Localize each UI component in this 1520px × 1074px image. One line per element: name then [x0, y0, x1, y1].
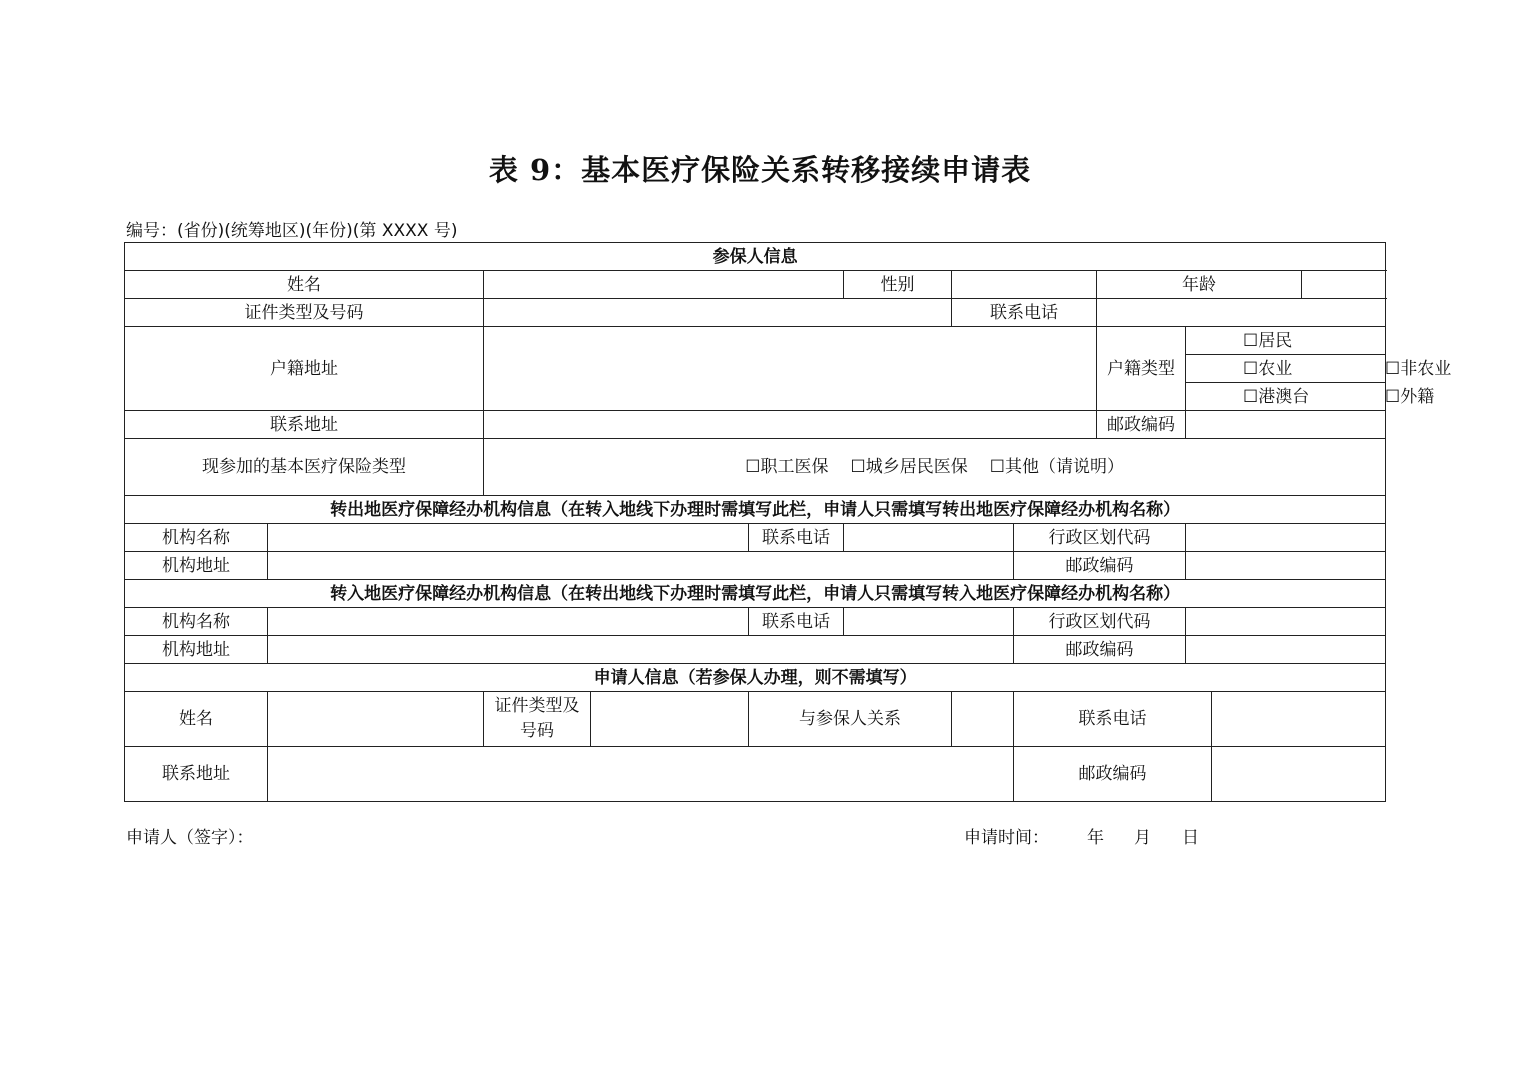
applicant-phone-label: 联系电话 [1014, 692, 1212, 747]
insurance-option-other[interactable]: ☐其他（请说明） [989, 457, 1124, 477]
signature-line: 申请人（签字）： [126, 828, 254, 848]
contact-address-label: 联系地址 [125, 411, 484, 439]
transfer-out-region-code-label: 行政区划代码 [1014, 524, 1186, 552]
transfer-out-postal-code-field[interactable] [1186, 552, 1386, 580]
transfer-in-org-address-field[interactable] [268, 636, 1014, 664]
application-form-table [124, 242, 1452, 802]
transfer-in-phone-field[interactable] [844, 608, 1014, 636]
applicant-phone-field[interactable] [1212, 692, 1386, 747]
transfer-in-section-header: 转入地医疗保障经办机构信息（在转出地线下办理时需填写此栏，申请人只需填写转入地医疗保障经办机构名称） [125, 580, 1386, 608]
applicant-relation-field[interactable] [952, 692, 1014, 747]
insured-phone-field[interactable] [1097, 299, 1386, 327]
transfer-in-phone-label: 联系电话 [749, 608, 844, 636]
transfer-out-org-name-label: 机构名称 [125, 524, 268, 552]
applicant-name-label: 姓名 [125, 692, 268, 747]
transfer-out-phone-label: 联系电话 [749, 524, 844, 552]
transfer-out-postal-code-label: 邮政编码 [1014, 552, 1186, 580]
contact-address-field[interactable] [484, 411, 1097, 439]
insured-section-header: 参保人信息 [125, 243, 1386, 271]
hukou-address-field[interactable] [484, 327, 1097, 411]
hukou-option-non-agricultural[interactable]: ☐非农业 [1385, 358, 1452, 379]
transfer-out-org-address-label: 机构地址 [125, 552, 268, 580]
insured-age-label: 年龄 [1097, 271, 1302, 299]
transfer-in-org-name-label: 机构名称 [125, 608, 268, 636]
insured-gender-label: 性别 [844, 271, 952, 299]
applicant-relation-label: 与参保人关系 [749, 692, 952, 747]
transfer-out-org-address-field[interactable] [268, 552, 1014, 580]
serial-number: 编号：(省份)(统筹地区)(年份)(第 XXXX 号) [126, 221, 458, 241]
transfer-in-region-code-field[interactable] [1186, 608, 1386, 636]
applicant-section-header: 申请人信息（若参保人办理，则不需填写） [125, 664, 1386, 692]
hukou-option-hk-macao-taiwan[interactable]: ☐港澳台 [1243, 386, 1310, 407]
date-year-label: 年 [1087, 828, 1104, 848]
insurance-option-urban-rural[interactable]: ☐城乡居民医保 [850, 457, 968, 477]
date-day-label: 日 [1182, 828, 1199, 848]
applicant-address-label: 联系地址 [125, 747, 268, 802]
insured-name-field[interactable] [484, 271, 844, 299]
hukou-address-label: 户籍地址 [125, 327, 484, 411]
transfer-out-phone-field[interactable] [844, 524, 1014, 552]
hukou-option-resident[interactable]: ☐居民 [1186, 327, 1386, 355]
insured-age-field[interactable] [1302, 271, 1386, 299]
hukou-options-row-1 [1186, 355, 1452, 383]
applicant-id-label: 证件类型及号码 [484, 692, 591, 747]
applicant-name-field[interactable] [268, 692, 484, 747]
insured-gender-field[interactable] [952, 271, 1097, 299]
transfer-out-section-header: 转出地医疗保障经办机构信息（在转入地线下办理时需填写此栏，申请人只需填写转出地医疗保障经办机构名称） [125, 496, 1386, 524]
insured-id-field[interactable] [484, 299, 952, 327]
transfer-in-region-code-label: 行政区划代码 [1014, 608, 1186, 636]
hukou-option-agricultural[interactable]: ☐农业 [1243, 358, 1293, 379]
insurance-type-label: 现参加的基本医疗保险类型 [125, 439, 484, 496]
application-date-line [964, 823, 1199, 848]
transfer-in-postal-code-field[interactable] [1186, 636, 1386, 664]
application-date-label: 申请时间： [964, 828, 1049, 848]
transfer-in-org-name-field[interactable] [268, 608, 749, 636]
insured-postal-code-field[interactable] [1186, 411, 1386, 439]
applicant-id-field[interactable] [591, 692, 749, 747]
hukou-type-label: 户籍类型 [1097, 327, 1186, 411]
insured-id-label: 证件类型及号码 [125, 299, 484, 327]
transfer-in-org-address-label: 机构地址 [125, 636, 268, 664]
applicant-postal-code-label: 邮政编码 [1014, 747, 1212, 802]
insured-postal-code-label: 邮政编码 [1097, 411, 1186, 439]
hukou-option-foreign[interactable]: ☐外籍 [1385, 386, 1435, 407]
applicant-address-field[interactable] [268, 747, 1014, 802]
transfer-out-region-code-field[interactable] [1186, 524, 1386, 552]
insured-phone-label: 联系电话 [952, 299, 1097, 327]
transfer-in-postal-code-label: 邮政编码 [1014, 636, 1186, 664]
insurance-type-options [484, 439, 1386, 496]
form-title: 表 9：基本医疗保险关系转移接续申请表 [488, 153, 1032, 187]
transfer-out-org-name-field[interactable] [268, 524, 749, 552]
insured-name-label: 姓名 [125, 271, 484, 299]
hukou-options-row-2 [1186, 383, 1435, 411]
applicant-postal-code-field[interactable] [1212, 747, 1386, 802]
insurance-option-employee[interactable]: ☐职工医保 [745, 457, 829, 477]
date-month-label: 月 [1134, 828, 1151, 848]
